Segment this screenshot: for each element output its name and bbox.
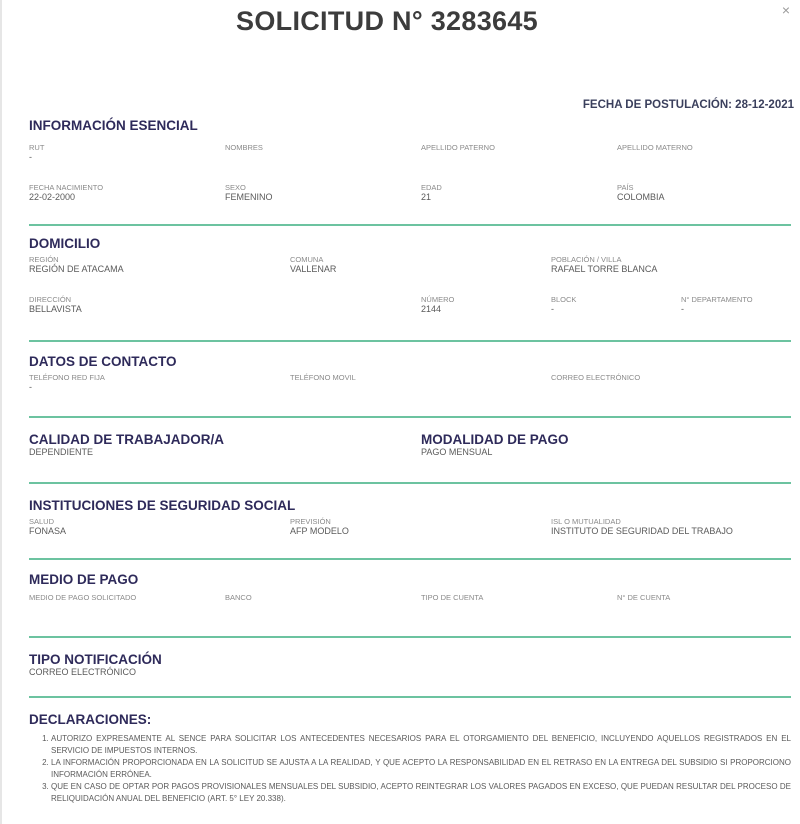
field-label: REGIÓN bbox=[29, 255, 59, 264]
field-poblacion bbox=[551, 255, 791, 275]
field-value: - bbox=[551, 304, 554, 314]
field-label: PAÍS bbox=[617, 183, 634, 192]
field-medio-pago-solicitado bbox=[29, 593, 225, 613]
field-label: N° DE CUENTA bbox=[617, 593, 671, 602]
field-value: COLOMBIA bbox=[617, 192, 665, 202]
field-value bbox=[290, 382, 551, 393]
section-instituciones bbox=[29, 498, 791, 560]
field-value: 22-02-2000 bbox=[29, 192, 76, 202]
section-title: DECLARACIONES: bbox=[29, 712, 152, 727]
field-value bbox=[617, 602, 787, 613]
field-value: AFP MODELO bbox=[290, 526, 349, 536]
field-value: REGIÓN DE ATACAMA bbox=[29, 264, 124, 274]
field-salud bbox=[29, 517, 290, 537]
field-apellido-paterno bbox=[421, 143, 617, 163]
field-telefono-fijo bbox=[29, 373, 290, 393]
field-label: COMUNA bbox=[290, 255, 324, 264]
field-modalidad-pago bbox=[421, 432, 791, 458]
field-value: - bbox=[29, 152, 32, 162]
field-apellido-materno bbox=[617, 143, 787, 163]
section-calidad-modalidad bbox=[29, 432, 791, 484]
section-medio-pago bbox=[29, 572, 791, 638]
declaracion-item: 2. LA INFORMACIÓN PROPORCIONADA EN LA SOLICITUD SE AJUSTA A LA REALIDAD, Y QUE ACEPTO LA RESPONSABILIDAD EN EL RETRASO EN LA ENTREGA DEL SUBSIDIO SI PROPORCIONO INFORMACIÓN ERRÓNEA. bbox=[51, 757, 791, 781]
section-title: DATOS DE CONTACTO bbox=[29, 354, 177, 369]
field-label: BLOCK bbox=[551, 295, 577, 304]
field-label: NOMBRES bbox=[225, 143, 263, 152]
declaracion-item: 3. QUE EN CASO DE OPTAR POR PAGOS PROVISIONALES MENSUALES DEL SUBSIDIO, ACEPTO REINTEGRAR LOS VALORES PAGADOS EN EXCESO, QUE PUEDAN RESULTAR DEL PROCESO DE RELIQUIDACIÓN ANUAL DEL BENEFICIO (ART. 5° LEY 20.338). bbox=[51, 781, 791, 805]
field-value bbox=[225, 602, 421, 613]
field-value: PAGO MENSUAL bbox=[421, 447, 493, 457]
field-numero-cuenta bbox=[617, 593, 787, 613]
field-value: - bbox=[29, 382, 32, 392]
section-title: MODALIDAD DE PAGO bbox=[421, 432, 569, 447]
field-label: DIRECCIÓN bbox=[29, 295, 72, 304]
field-value: VALLENAR bbox=[290, 264, 337, 274]
field-value: BELLAVISTA bbox=[29, 304, 82, 314]
section-title: MEDIO DE PAGO bbox=[29, 572, 139, 587]
section-info-esencial bbox=[29, 118, 791, 226]
field-pais bbox=[617, 183, 787, 203]
section-notificacion bbox=[29, 652, 791, 698]
field-value: FEMENINO bbox=[225, 192, 273, 202]
field-value: RAFAEL TORRE BLANCA bbox=[551, 264, 658, 274]
field-departamento bbox=[681, 295, 791, 315]
section-title: DOMICILIO bbox=[29, 236, 101, 251]
field-comuna bbox=[290, 255, 551, 275]
field-telefono-movil bbox=[290, 373, 551, 393]
fecha-postulacion: FECHA DE POSTULACIÓN: 28-12-2021 bbox=[582, 99, 794, 111]
modal-content bbox=[29, 118, 791, 805]
field-value: 2144 bbox=[421, 304, 442, 314]
section-contacto bbox=[29, 354, 791, 418]
section-title: INSTITUCIONES DE SEGURIDAD SOCIAL bbox=[29, 498, 296, 513]
field-value: INSTITUTO DE SEGURIDAD DEL TRABAJO bbox=[551, 526, 733, 536]
field-tipo-cuenta bbox=[421, 593, 617, 613]
field-label: NÚMERO bbox=[421, 295, 455, 304]
field-label: SEXO bbox=[225, 183, 246, 192]
field-rut bbox=[29, 143, 225, 163]
field-label: SALUD bbox=[29, 517, 55, 526]
field-block bbox=[551, 295, 681, 315]
field-value bbox=[29, 602, 225, 613]
section-title: CALIDAD DE TRABAJADOR/A bbox=[29, 432, 224, 447]
section-title: INFORMACIÓN ESENCIAL bbox=[29, 118, 198, 133]
field-label: PREVISIÓN bbox=[290, 517, 331, 526]
field-label: APELLIDO MATERNO bbox=[617, 143, 693, 152]
declaracion-item: 1. AUTORIZO EXPRESAMENTE AL SENCE PARA SOLICITAR LOS ANTECEDENTES NECESARIOS PARA EL OTORGAMIENTO DEL BENEFICIO, INCLUYENDO AQUELLOS REGISTRADOS EN EL SERVICIO DE IMPUESTOS INTERNOS. bbox=[51, 733, 791, 757]
section-declaraciones bbox=[29, 712, 791, 805]
close-icon[interactable]: × bbox=[781, 2, 791, 18]
field-isl-mutualidad bbox=[551, 517, 791, 537]
field-label: TELÉFONO RED FIJA bbox=[29, 373, 105, 382]
field-label: CORREO ELECTRÓNICO bbox=[551, 373, 641, 382]
field-correo bbox=[551, 373, 791, 393]
field-label: TIPO DE CUENTA bbox=[421, 593, 484, 602]
field-sexo bbox=[225, 183, 421, 203]
field-edad bbox=[421, 183, 617, 203]
field-numero bbox=[421, 295, 551, 315]
field-label: N° DEPARTAMENTO bbox=[681, 295, 753, 304]
field-direccion bbox=[29, 295, 421, 315]
section-domicilio bbox=[29, 236, 791, 342]
field-label: MEDIO DE PAGO SOLICITADO bbox=[29, 593, 137, 602]
field-label: APELLIDO PATERNO bbox=[421, 143, 495, 152]
field-nombres bbox=[225, 143, 421, 163]
field-value: FONASA bbox=[29, 526, 67, 536]
field-label: POBLACIÓN / VILLA bbox=[551, 255, 622, 264]
field-fecha-nacimiento bbox=[29, 183, 225, 203]
field-label: EDAD bbox=[421, 183, 442, 192]
field-prevision bbox=[290, 517, 551, 537]
field-value bbox=[225, 152, 421, 163]
field-label: FECHA NACIMIENTO bbox=[29, 183, 104, 192]
field-label: BANCO bbox=[225, 593, 252, 602]
field-banco bbox=[225, 593, 421, 613]
field-value: DEPENDIENTE bbox=[29, 447, 94, 457]
field-value: - bbox=[681, 304, 684, 314]
field-value: CORREO ELECTRÓNICO bbox=[29, 667, 137, 677]
field-value: 21 bbox=[421, 192, 432, 202]
page-title: SOLICITUD N° 3283645 bbox=[236, 6, 538, 36]
field-value bbox=[617, 152, 787, 163]
field-value bbox=[421, 152, 617, 163]
field-calidad-trabajador bbox=[29, 432, 421, 458]
declaraciones-list bbox=[29, 733, 791, 805]
field-label: TELÉFONO MOVIL bbox=[290, 373, 356, 382]
field-region bbox=[29, 255, 290, 275]
field-label: RUT bbox=[29, 143, 45, 152]
section-title: TIPO NOTIFICACIÓN bbox=[29, 652, 162, 667]
field-value bbox=[421, 602, 617, 613]
field-value bbox=[551, 382, 791, 393]
field-label: ISL O MUTUALIDAD bbox=[551, 517, 621, 526]
